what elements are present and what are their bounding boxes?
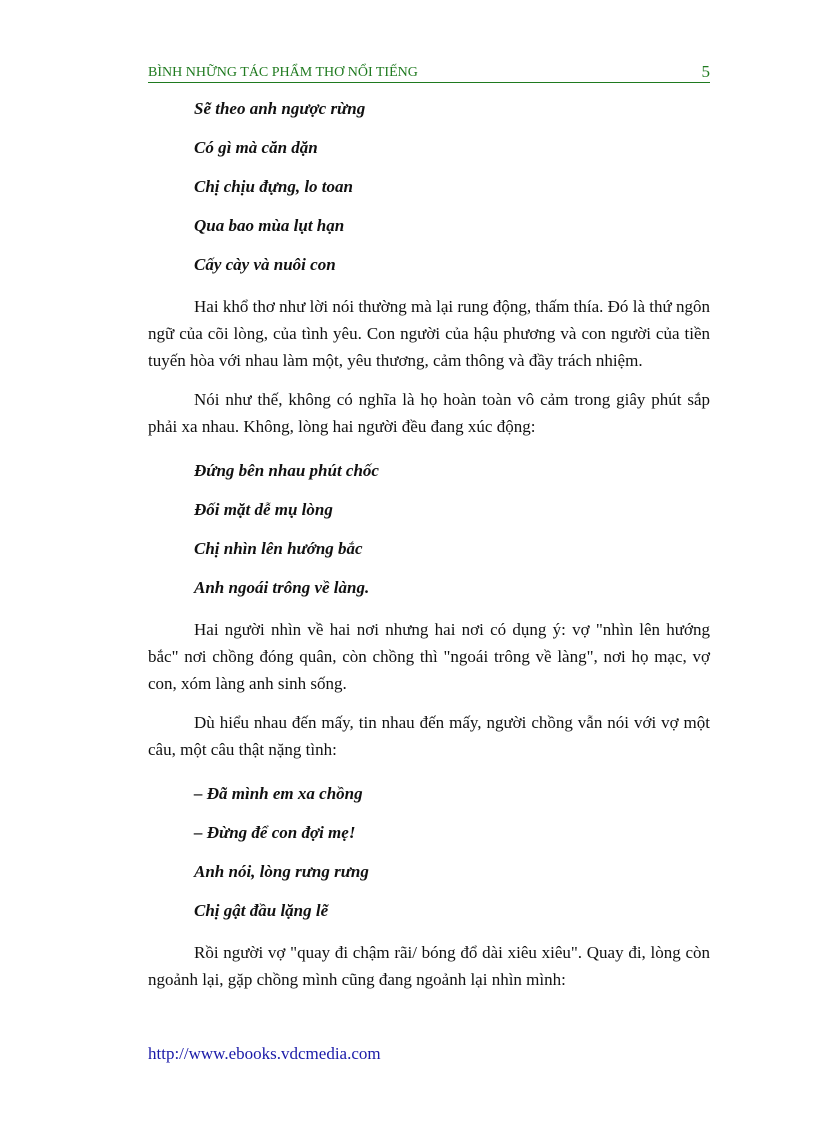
paragraph: Dù hiểu nhau đến mấy, tin nhau đến mấy, người chồng vẫn nói với vợ một câu, một câu thật nặng tình: xyxy=(148,713,710,759)
verse-line: Chị chịu đựng, lo toan xyxy=(194,177,353,196)
page-number: 5 xyxy=(701,62,710,81)
verse-line: Chị nhìn lên hướng bắc xyxy=(194,539,363,558)
verse-line: Cấy cày và nuôi con xyxy=(194,255,336,274)
verse-line: Anh ngoái trông về làng. xyxy=(194,578,370,597)
verse-line: Có gì mà căn dặn xyxy=(194,138,318,157)
verse-line: Chị gật đầu lặng lẽ xyxy=(194,901,329,920)
paragraph: Hai người nhìn về hai nơi nhưng hai nơi có dụng ý: vợ "nhìn lên hướng bắc" nơi chồng đóng quân, còn chồng thì "ngoái trông về làng", nơi họ mạc, vợ con, xóm làng anh sinh sống. xyxy=(148,620,710,693)
paragraph: Hai khổ thơ như lời nói thường mà lại rung động, thấm thía. Đó là thứ ngôn ngữ của cõi lòng, của tình yêu. Con người của hậu phương và con người của tiền tuyến hòa với nhau làm một, yêu thương, cảm thông và đầy trách nhiệm. xyxy=(148,297,710,370)
page-header xyxy=(148,62,710,83)
verse-line: – Đừng để con đợi mẹ! xyxy=(194,823,356,842)
book-title: BÌNH NHỮNG TÁC PHẨM THƠ NỔI TIẾNG xyxy=(148,65,418,80)
verse-line: Anh nói, lòng rưng rưng xyxy=(194,862,369,881)
verse-line: Qua bao mùa lụt hạn xyxy=(194,216,345,235)
page-body xyxy=(148,98,710,1005)
verse-line: Đối mặt dễ mụ lòng xyxy=(194,500,333,519)
verse-line: – Đã mình em xa chồng xyxy=(194,784,363,803)
paragraph: Nói như thế, không có nghĩa là họ hoàn toàn vô cảm trong giây phút sắp phải xa nhau. Không, lòng hai người đều đang xúc động: xyxy=(148,390,710,436)
verse-line: Sẽ theo anh ngược rừng xyxy=(194,99,366,118)
verse-line: Đứng bên nhau phút chốc xyxy=(194,461,379,480)
footer-url-link[interactable]: http://www.ebooks.vdcmedia.com xyxy=(148,1044,381,1063)
paragraph: Rồi người vợ "quay đi chậm rãi/ bóng đổ dài xiêu xiêu". Quay đi, lòng còn ngoảnh lại, gặp chồng mình cũng đang ngoảnh lại nhìn mình: xyxy=(148,943,710,989)
